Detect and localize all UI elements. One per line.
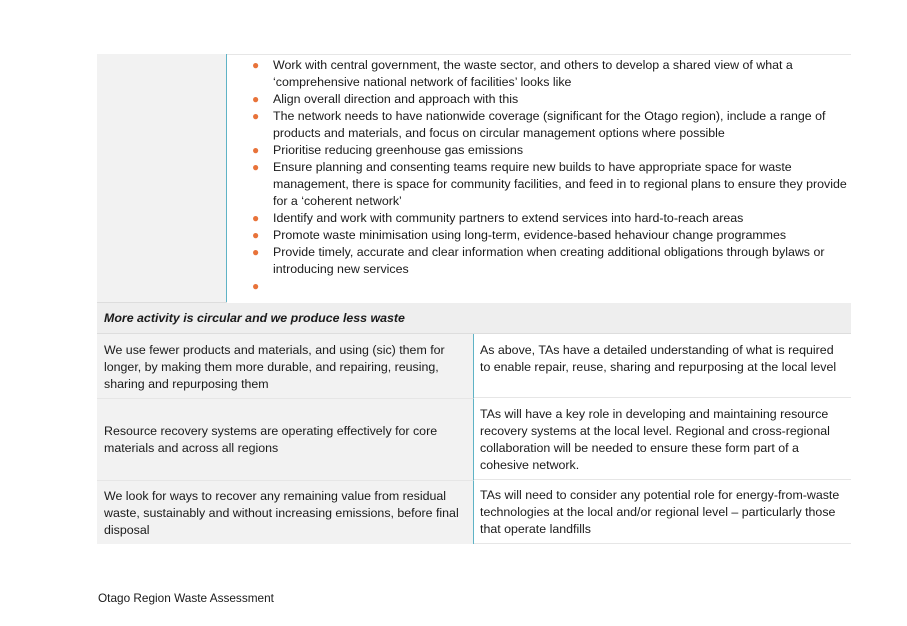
bullet-dot-icon: ● [252, 245, 260, 259]
page-footer: Otago Region Waste Assessment [98, 591, 274, 605]
bullet-dot-icon: ● [252, 109, 260, 123]
waste-assessment-table [97, 54, 851, 544]
bullet-item: ● Promote waste minimisation using long-term, evidence-based hehaviour change programmes [252, 228, 787, 242]
bullet-item: ● Prioritise reducing greenhouse gas emissions [252, 143, 524, 157]
bullet-item: ● Identify and work with community partners to extend services into hard-to-reach areas [252, 211, 744, 225]
actions-row-left-cell [97, 54, 227, 302]
section-heading: More activity is circular and we produce less waste [97, 302, 851, 334]
role-cell: TAs will have a key role in developing and maintaining resource recovery systems at the local level. Regional and cross-regional collaboration will be needed to ensure these form part of a cohesive network. [474, 398, 851, 480]
bullet-item: ● Provide timely, accurate and clear information when creating additional obligations through bylaws or introducing new services [252, 245, 825, 276]
table-row [97, 334, 851, 398]
outcome-cell: We look for ways to recover any remaining value from residual waste, sustainably and without increasing emissions, before final disposal [97, 480, 474, 544]
bullet-dot-icon: ● [252, 143, 260, 157]
table-row [97, 480, 851, 544]
bullet-dot-icon: ● [252, 58, 260, 72]
bullet-dot-icon: ● [252, 211, 260, 225]
bullet-item: ● The network needs to have nationwide coverage (significant for the Otago region), include a range of products and materials, and focus on circular management options where possible [252, 109, 826, 140]
bullet-dot-icon: ● [252, 92, 260, 106]
role-cell: As above, TAs have a detailed understanding of what is required to enable repair, reuse, sharing and repurposing at the local level [474, 334, 851, 398]
action-bullet-list [227, 55, 851, 293]
role-cell: TAs will need to consider any potential role for energy-from-waste technologies at the local and/or regional level – particularly those that operate landfills [474, 480, 851, 544]
bullet-item: ● Align overall direction and approach with this [252, 92, 519, 106]
actions-row-right-cell [227, 54, 851, 303]
outcome-cell: We use fewer products and materials, and using (sic) them for longer, by making them more durable, and repairing, reusing, sharing and repurposing them [97, 334, 474, 398]
bullet-dot-icon: ● [252, 160, 260, 174]
actions-row [97, 54, 851, 302]
bullet-dot-icon: ● [252, 228, 260, 242]
bullet-item: ● Ensure planning and consenting teams require new builds to have appropriate space for waste management, there is space for community facilities, and feed in to regional plans to ensure they provide for a ‘coherent network’ [252, 160, 847, 208]
table-row [97, 398, 851, 480]
outcome-cell: Resource recovery systems are operating effectively for core materials and across all regions [97, 398, 474, 480]
bullet-dot-icon: ● [252, 279, 260, 293]
bullet-item: ● Work with central government, the waste sector, and others to develop a shared view of what a ‘comprehensive national network of facilities’ looks like [252, 58, 793, 89]
